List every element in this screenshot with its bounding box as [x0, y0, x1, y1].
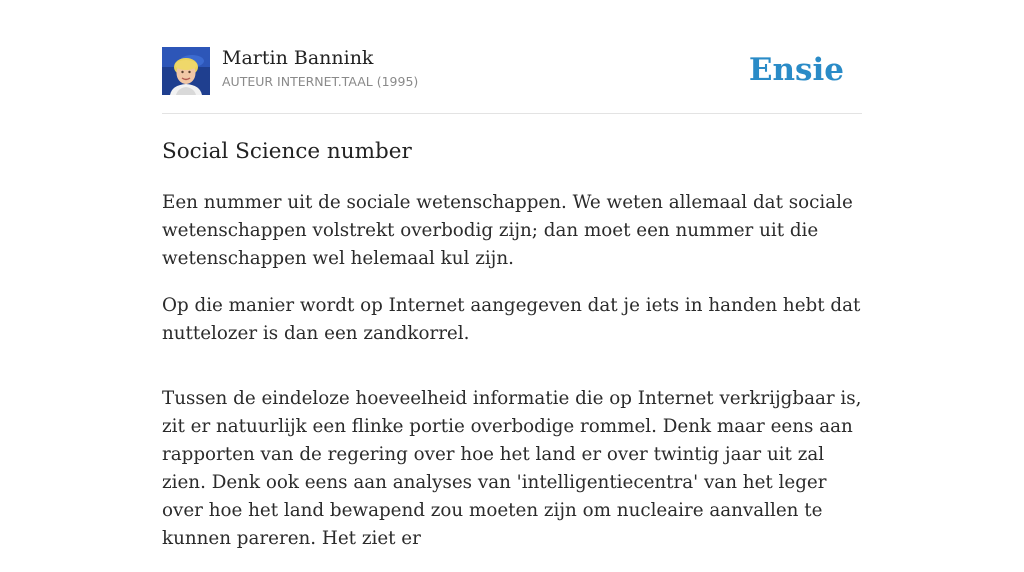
entry-body: [162, 189, 862, 572]
author-avatar[interactable]: [162, 47, 210, 95]
brand-logo[interactable]: Ensie: [748, 52, 844, 88]
author-role: AUTEUR INTERNET.TAAL (1995): [222, 74, 419, 89]
entry-paragraph: Op die manier wordt op Internet aangegeven dat je iets in handen hebt dat nuttelozer is dan een zandkorrel.: [162, 295, 861, 344]
entry-paragraph: Tussen de eindeloze hoeveelheid informatie die op Internet verkrijgbaar is, zit er natuurlijk een flinke portie overbodige rommel. Denk maar eens aan rapporten van de regering over hoe het land er over twintig jaar uit zal zien. Denk ook eens aan analyses van 'intelligentiecentra' van het leger over hoe het land bewapend zou moeten zijn om nucleaire aanvallen te kunnen pareren. Het ziet er: [162, 388, 862, 549]
author-name[interactable]: Martin Bannink: [222, 47, 374, 69]
header-divider: [162, 113, 862, 114]
entry-paragraph: Een nummer uit de sociale wetenschappen. We weten allemaal dat sociale wetenschappen volstrekt overbodig zijn; dan moet een nummer uit die wetenschappen wel helemaal kul zijn.: [162, 192, 853, 269]
entry-card: [162, 0, 862, 549]
author-photo: [162, 47, 210, 95]
entry-title: Social Science number: [162, 139, 412, 164]
author-header: [162, 46, 862, 96]
